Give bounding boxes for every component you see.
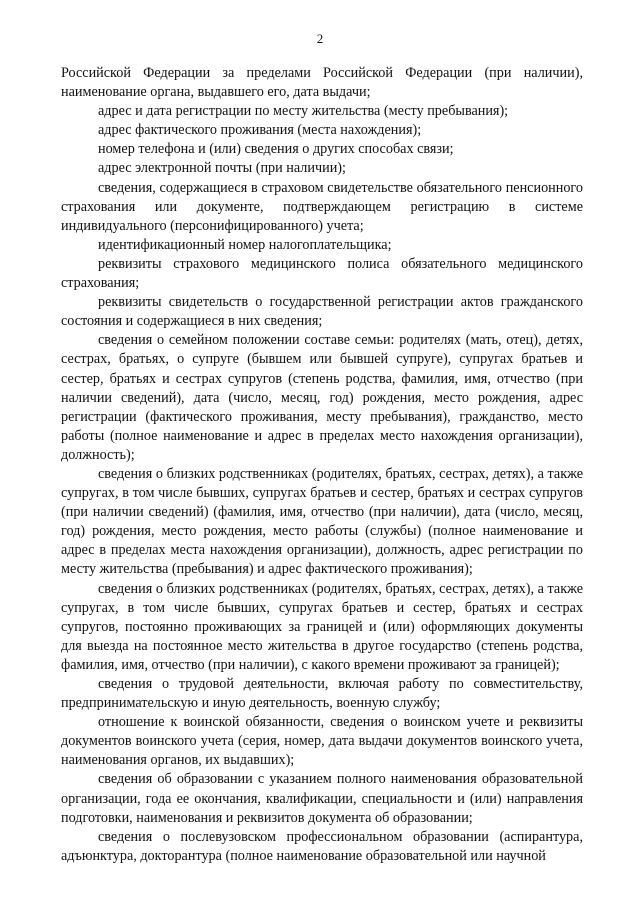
paragraph: сведения о семейном положении составе семьи: родителях (мать, отец), детях, сестрах, братьях, о супруге (бывшем или бывшей супруге), супругах братьев и сестер, братьях и сестрах супругов (степень родства, фамилия, имя, отчество (при наличии сведений), дата (число, месяц, год) рождения, место рождения, адрес регистрации (фактического проживания, месту пребывания), гражданство, место работы (полное наименование и адрес в пределах место нахождения организации), должность); [61,332,583,463]
paragraph: реквизиты свидетельств о государственной регистрации актов гражданского состояния и содержащиеся в них сведения; [61,294,583,330]
paragraph: сведения об образовании с указанием полного наименования образовательной организации, года ее окончания, квалификации, специальности и (или) направления подготовки, наименования и реквизитов документа об образовании; [61,771,583,826]
paragraph: сведения о близких родственниках (родителях, братьях, сестрах, детях), а также супругах, в том числе бывших, супругах братьев и сестер, братьях и сестрах супругов, постоянно проживающих за границей и (или) оформляющих документы для выезда на постоянное место жительства в другое государство (степень родства, фамилия, имя, отчество (при наличии), с какого времени проживают за границей); [61,580,583,673]
paragraph: сведения о близких родственниках (родителях, братьях, сестрах, детях), а также супругах, в том числе бывших, супругах братьев и сестер, братьях и сестрах супругов (при наличии сведений) (фамилия, имя, отчество (при наличии), дата (число, месяц, год) рождения, место рождения, место работы (службы) (полное наименование и адрес в пределах места нахождения организации), должность, адрес регистрации по месту жительства (пребывания) и адрес фактического проживания); [61,465,583,578]
paragraph: адрес фактического проживания (места нахождения); [98,122,422,139]
paragraph: сведения о трудовой деятельности, включая работу по совместительству, предпринимательскую и иную деятельность, военную службу; [61,676,583,712]
paragraph: отношение к воинской обязанности, сведения о воинском учете и реквизиты документов воинского учета (серия, номер, дата выдачи документов воинского учета, наименования органов, их выдавших); [61,714,583,769]
paragraph: адрес и дата регистрации по месту жительства (месту пребывания); [98,103,509,120]
paragraph: идентификационный номер налогоплательщика; [98,236,392,253]
paragraph: сведения о послевузовском профессиональном образовании (аспирантура, адъюнктура, докторантура (полное наименование образовательной или научной [61,828,583,864]
page-number: 2 [316,31,324,46]
paragraph: Российской Федерации за пределами Российской Федерации (при наличии), наименование органа, выдавшего его, дата выдачи; [61,65,583,101]
paragraph: адрес электронной почты (при наличии); [98,160,346,177]
paragraph: сведения, содержащиеся в страховом свидетельстве обязательного пенсионного страхования или документе, подтверждающем регистрацию в системе индивидуального (персонифицированного) учета; [61,179,583,234]
paragraph: реквизиты страхового медицинского полиса обязательного медицинского страхования; [61,255,583,292]
document-body [61,64,583,866]
paragraph: номер телефона и (или) сведения о других способах связи; [98,141,454,158]
